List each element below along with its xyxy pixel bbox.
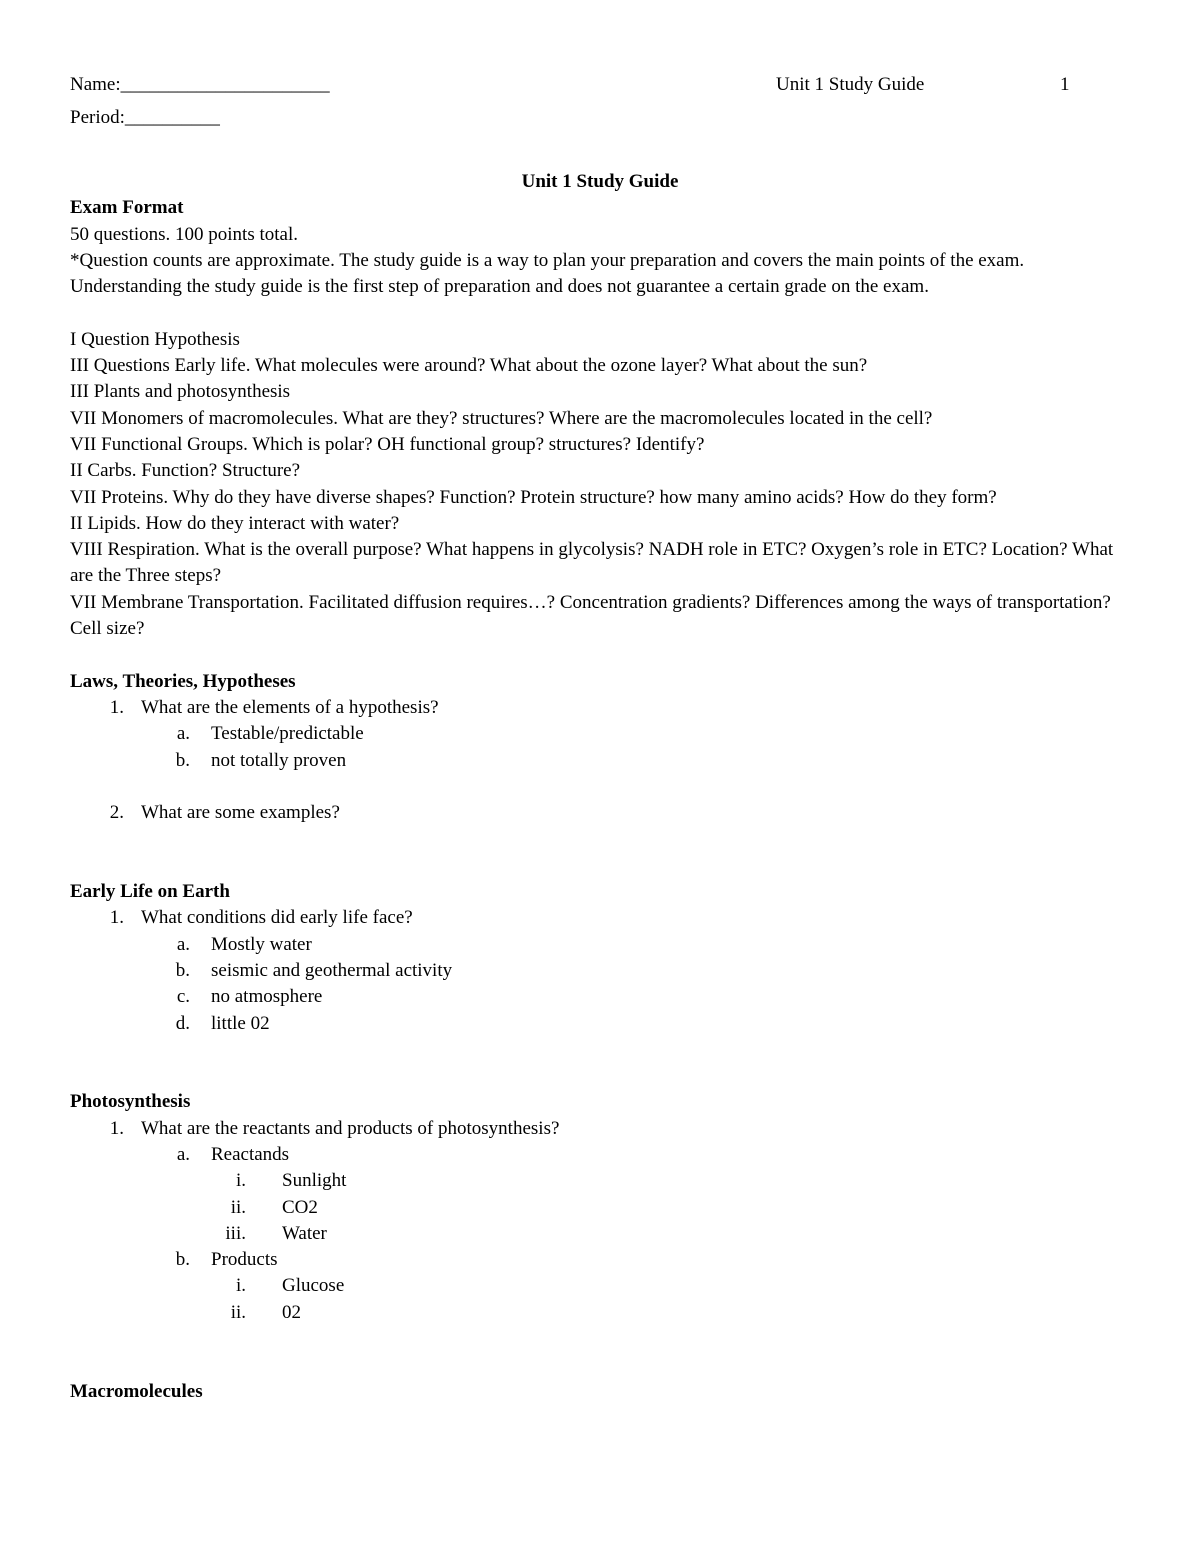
exam-format-summary: 50 questions. 100 points total. [70, 223, 298, 245]
topic-item: VIII Respiration. What is the overall purpose? What happens in glycolysis? NADH role in ETC? Oxygen’s role in ETC? Location? What are the Three steps? [70, 539, 1114, 587]
list-item-text: no atmosphere [211, 986, 323, 1008]
topic-list [70, 327, 1130, 643]
topic-item: II Carbs. Function? Structure? [70, 460, 301, 482]
early-life-heading: Early Life on Earth [70, 881, 230, 903]
list-marker: ii. [230, 1196, 246, 1218]
topic-item: I Question Hypothesis [70, 328, 240, 350]
photosynthesis-heading: Photosynthesis [70, 1091, 191, 1113]
topic-item: VII Proteins. Why do they have diverse shapes? Function? Protein structure? how many amino acids? How do they form? [70, 486, 997, 508]
topic-item: VII Functional Groups. Which is polar? OH functional group? structures? Identify? [70, 433, 705, 455]
list-item [70, 800, 1130, 826]
list-item-text: What are some examples? [141, 802, 340, 824]
topic-item: VII Membrane Transportation. Facilitated diffusion requires…? Concentration gradients? Differences among the ways of transportation? Cell size? [70, 591, 1111, 640]
list-marker: i. [235, 1275, 246, 1297]
name-field-label: Name:______________________ [70, 74, 330, 95]
list-item-text: Glucose [282, 1275, 345, 1297]
list-marker: a. [176, 933, 190, 955]
list-item-text: 02 [282, 1301, 301, 1323]
list-item [70, 1221, 1130, 1247]
list-item [70, 695, 1130, 721]
list-item-text: Testable/predictable [211, 723, 364, 745]
document-body [70, 169, 1130, 1405]
list-item [70, 958, 1130, 984]
laws-heading: Laws, Theories, Hypotheses [70, 670, 296, 692]
list-marker: a. [176, 1143, 190, 1165]
list-item-text: CO2 [282, 1196, 318, 1218]
list-marker: b. [175, 959, 190, 981]
list-marker: ii. [230, 1301, 246, 1323]
list-marker: 1. [109, 907, 124, 929]
list-marker: b. [175, 749, 190, 771]
topic-item: III Plants and photosynthesis [70, 381, 291, 403]
list-marker: iii. [225, 1222, 246, 1244]
list-item-text: Reactands [211, 1143, 290, 1165]
topic-item: II Lipids. How do they interact with water? [70, 512, 400, 534]
list-item-text: Products [211, 1249, 278, 1271]
list-item-text: What are the reactants and products of photosynthesis? [141, 1117, 560, 1139]
list-item [70, 1195, 1130, 1221]
period-field-label: Period:__________ [70, 107, 220, 128]
list-item [70, 1142, 1130, 1168]
list-marker: a. [176, 723, 190, 745]
list-item-text: seismic and geothermal activity [211, 959, 453, 981]
list-marker: b. [175, 1249, 190, 1271]
list-item-text: Mostly water [211, 933, 312, 955]
list-marker: c. [176, 986, 190, 1008]
exam-format-note: *Question counts are approximate. The study guide is a way to plan your preparation and covers the main points of the exam. Understanding the study guide is the first step of preparation and does not guarantee a certain grade on the exam. [70, 249, 1025, 298]
page-number: 1 [1060, 74, 1070, 95]
list-item-text: What are the elements of a hypothesis? [141, 696, 439, 718]
list-item [70, 932, 1130, 958]
list-item [70, 1116, 1130, 1142]
list-item-text: not totally proven [211, 749, 347, 771]
topic-item: III Questions Early life. What molecules were around? What about the ozone layer? What about the sun? [70, 355, 868, 377]
list-item [70, 748, 1130, 774]
page-header [70, 74, 1130, 100]
list-item [70, 905, 1130, 931]
list-marker: 2. [109, 802, 124, 824]
list-marker: 1. [109, 696, 124, 718]
macromolecules-heading: Macromolecules [70, 1380, 203, 1402]
running-title: Unit 1 Study Guide [776, 74, 925, 95]
list-item [70, 984, 1130, 1010]
list-marker: i. [235, 1170, 246, 1192]
list-marker: d. [175, 1012, 190, 1034]
list-item [70, 721, 1130, 747]
topic-item: VII Monomers of macromolecules. What are they? structures? Where are the macromolecules located in the cell? [70, 407, 933, 429]
list-item-text: Water [282, 1222, 327, 1244]
list-item-text: little 02 [211, 1012, 270, 1034]
exam-format-heading: Exam Format [70, 197, 184, 219]
list-item [70, 1011, 1130, 1037]
list-item-text: What conditions did early life face? [141, 907, 413, 929]
list-item [70, 1247, 1130, 1273]
list-item [70, 1300, 1130, 1326]
list-item [70, 1273, 1130, 1299]
list-item-text: Sunlight [282, 1170, 347, 1192]
document-title: Unit 1 Study Guide [521, 171, 679, 192]
list-marker: 1. [109, 1117, 124, 1139]
list-item [70, 1168, 1130, 1194]
